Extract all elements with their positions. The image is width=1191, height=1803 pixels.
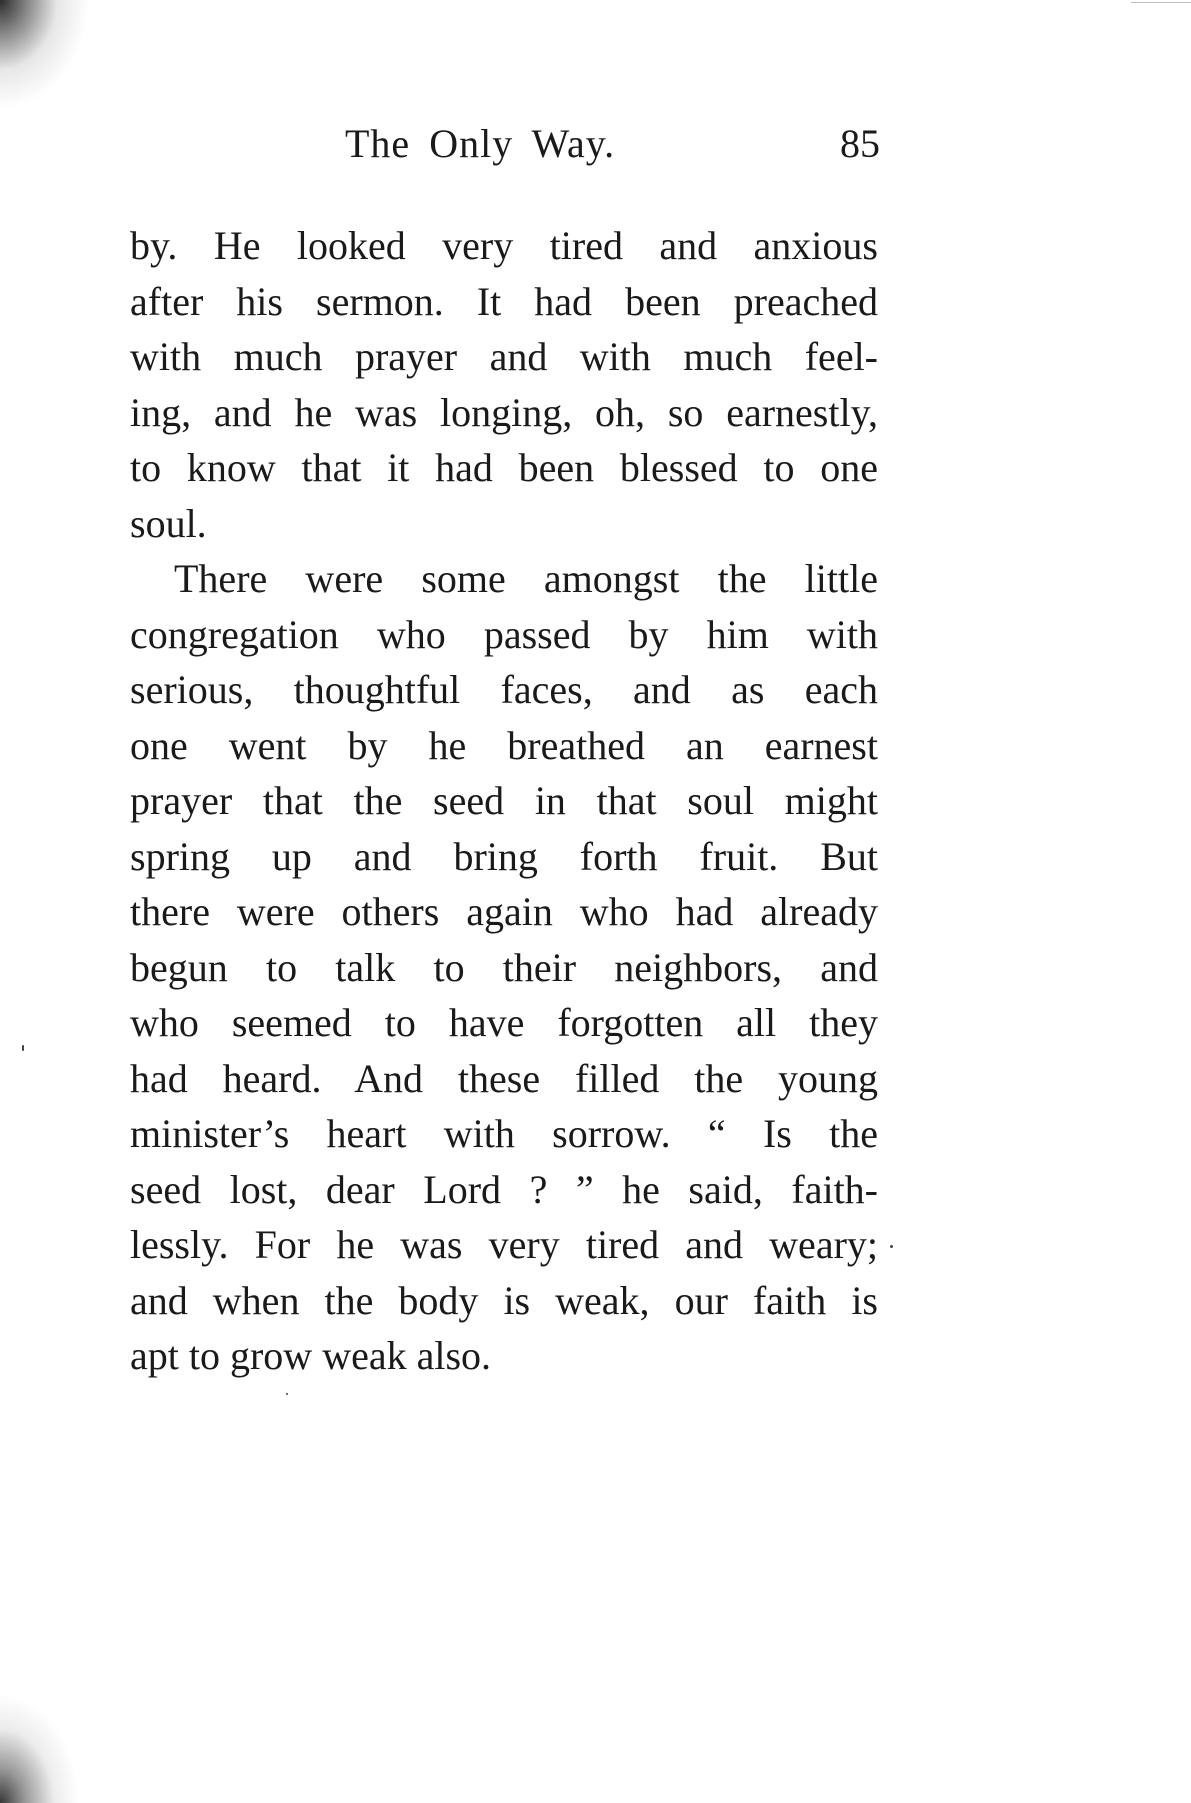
text-line: after his sermon. It had been preached (130, 278, 878, 324)
text-line: soul. (130, 500, 207, 546)
scan-smudge-bottom (0, 1693, 80, 1803)
text-line: There were some amongst the little (174, 556, 878, 601)
text-line: with much prayer and with much feel- (130, 334, 878, 379)
text-line: spring up and bring forth fruit. But (130, 833, 878, 879)
text-line: and when the body is weak, our faith is (130, 1277, 878, 1323)
text-line: serious, thoughtful faces, and as each (130, 667, 878, 712)
paragraph (130, 218, 878, 551)
text-line: seed lost, dear Lord ? ” he said, faith- (130, 1166, 878, 1212)
text-line: begun to talk to their neighbors, and (130, 944, 878, 990)
text-line: ing, and he was longing, oh, so earnestly, (130, 389, 878, 435)
scan-speck (286, 1393, 288, 1395)
text-line: one went by he breathed an earnest (130, 722, 878, 768)
text-line: who seemed to have forgotten all they (130, 1000, 878, 1045)
running-title: The Only Way. (345, 121, 616, 166)
text-line: lessly. For he was very tired and weary; (130, 1222, 878, 1267)
running-head (130, 120, 880, 180)
text-line: apt to grow weak also. (130, 1333, 492, 1378)
text-line: there were others again who had already (130, 889, 878, 934)
paragraph (130, 551, 878, 1384)
scan-speck (890, 1245, 893, 1248)
page-edge-line (1131, 2, 1191, 3)
text-line: to know that it had been blessed to one (130, 445, 878, 490)
text-line: prayer that the seed in that soul might (130, 778, 878, 823)
text-line: had heard. And these filled the young (130, 1055, 878, 1101)
page-number: 85 (840, 121, 880, 166)
text-line: congregation who passed by him with (130, 611, 878, 657)
text-line: minister’s heart with sorrow. “ Is the (130, 1111, 878, 1156)
scan-smudge-top (0, 0, 90, 110)
scan-speck (22, 1045, 24, 1051)
body-text (130, 218, 878, 1384)
text-line: by. He looked very tired and anxious (130, 223, 878, 268)
